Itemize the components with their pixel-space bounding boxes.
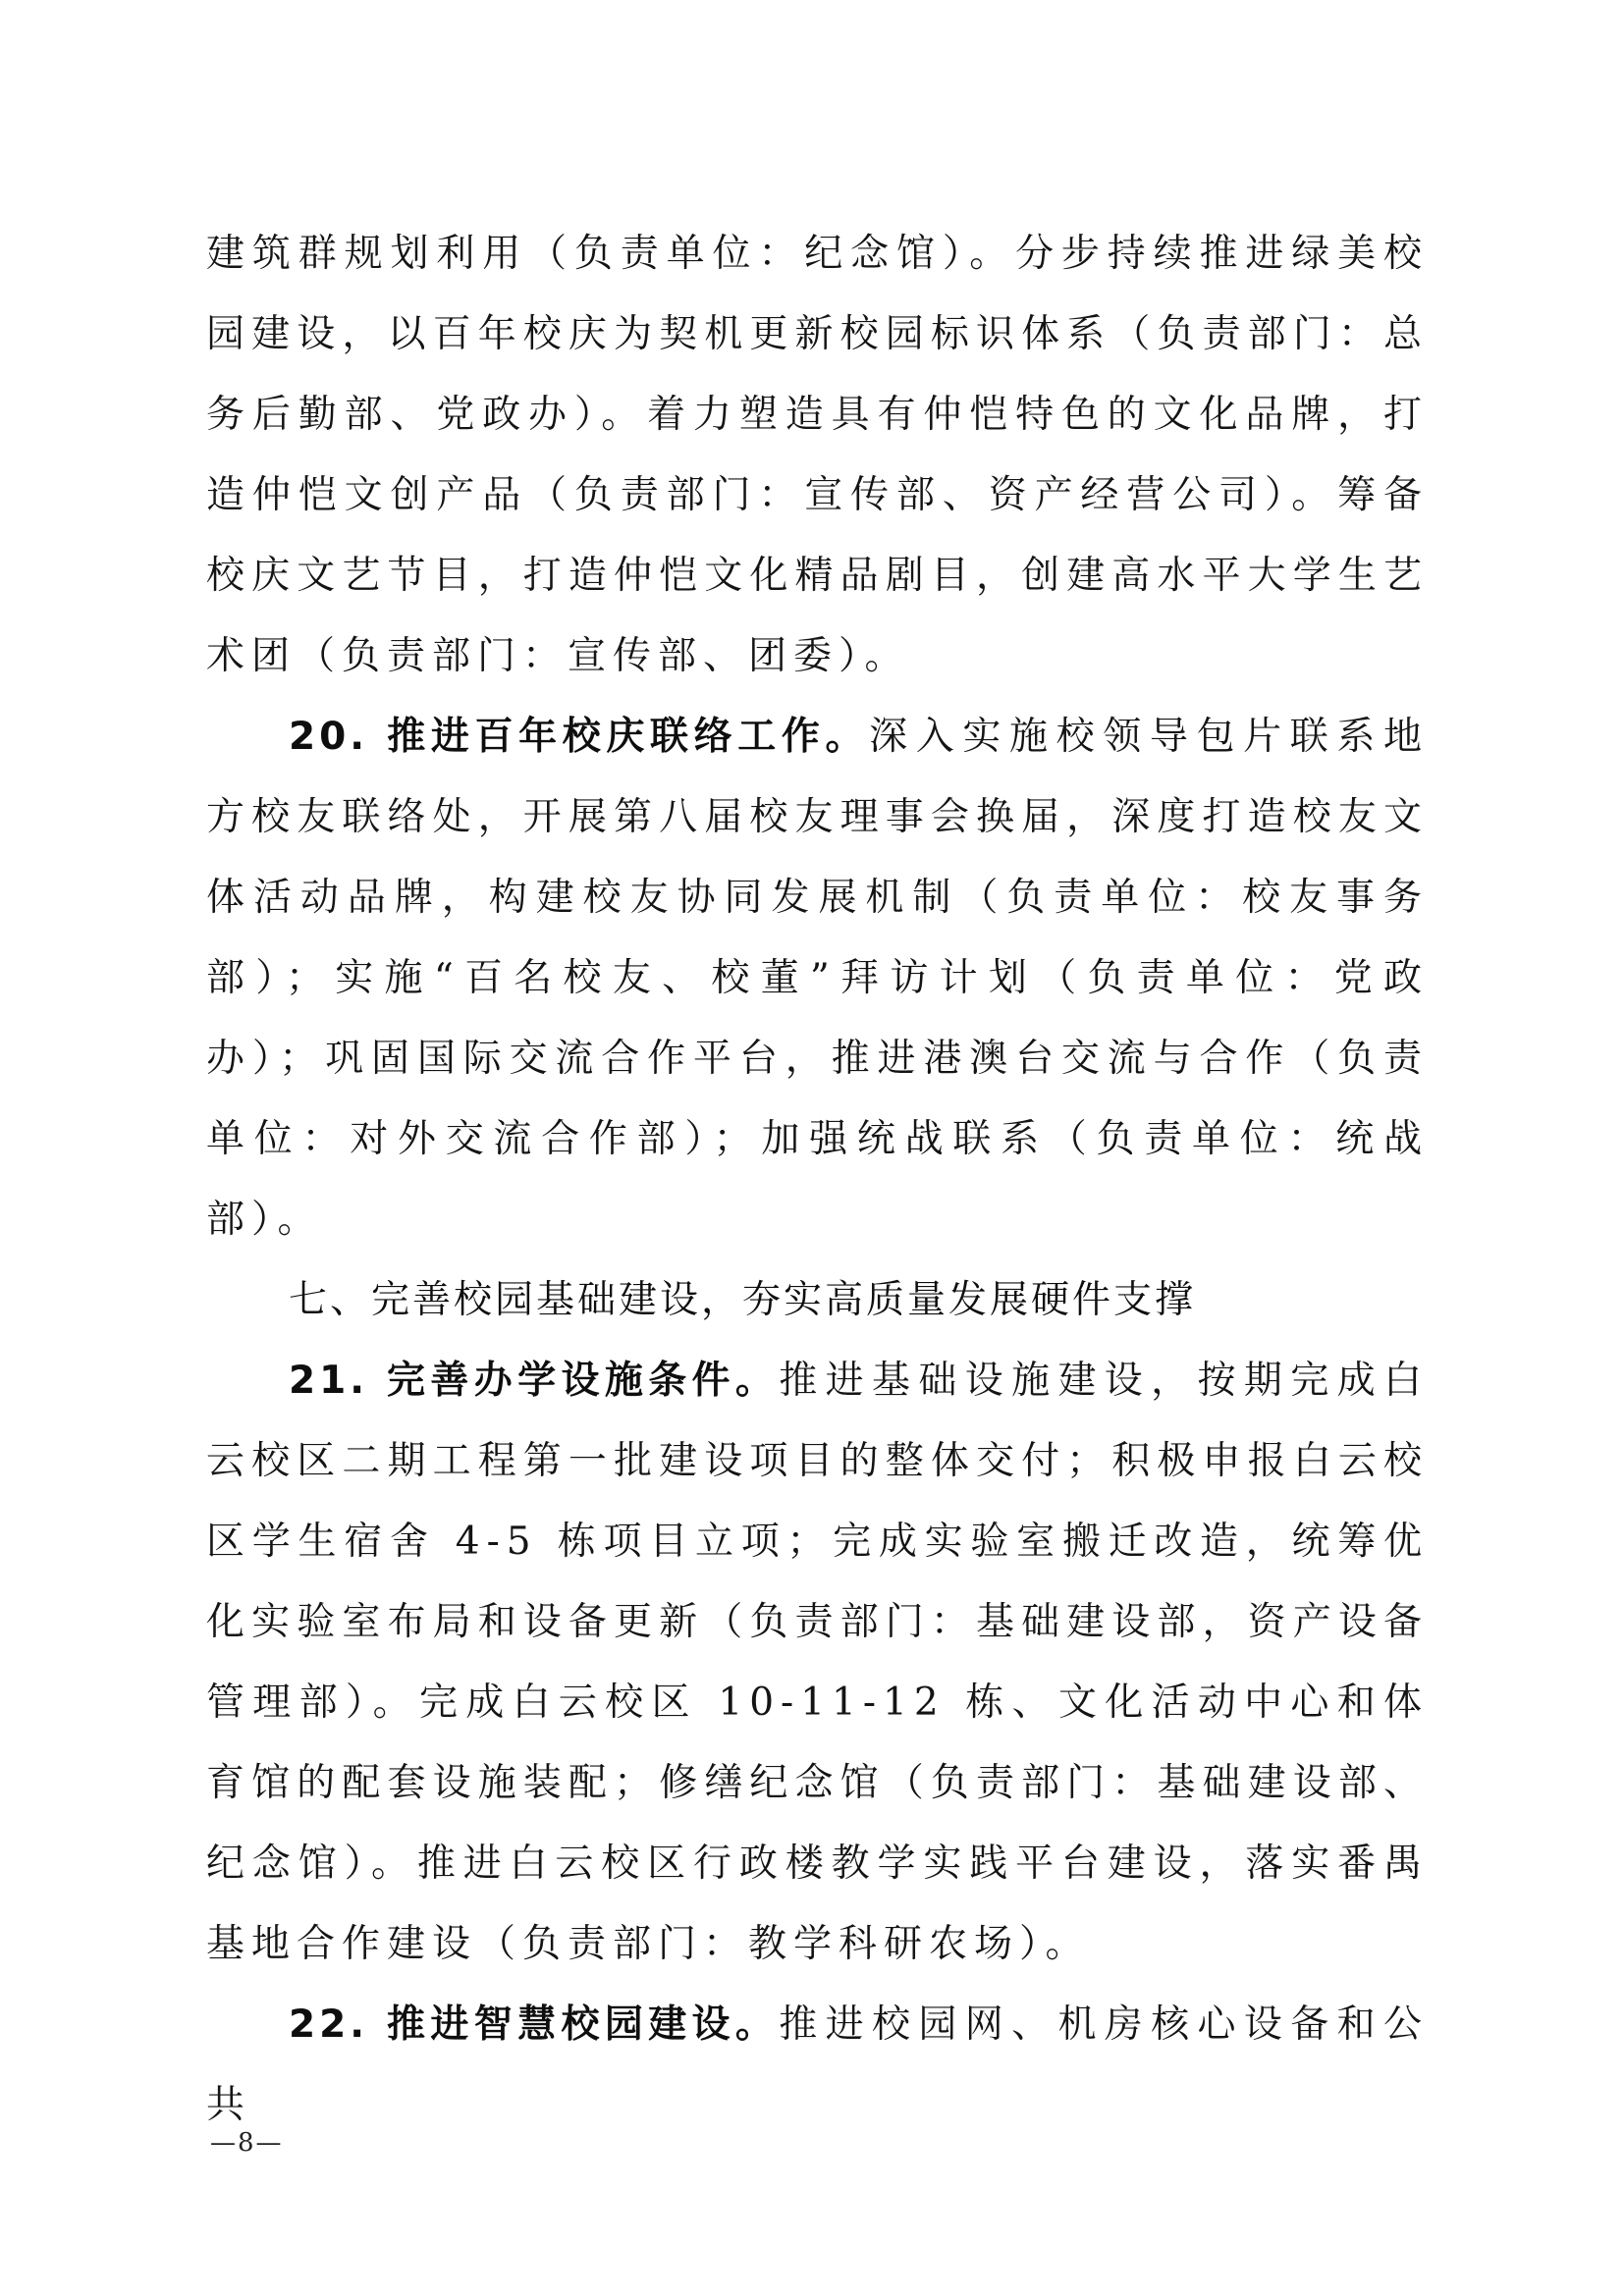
paragraph-item-20 (206, 697, 1429, 1260)
item-21-text: 推进基础设施建设，按期完成白云校区二期工程第一批建设项目的整体交付；积极申报白云校区学生宿舍 4-5 栋项目立项；完成实验室搬迁改造，统筹优化实验室布局和设备更新（负责部门：基础建设部，资产设备管理部）。完成白云校区 10-11-12 栋、文化活动中心和体育馆的配套设施装配；修缮纪念馆（负责部门：基础建设部、纪念馆）。推进白云校区行政楼教学实践平台建设，落实番禺基地合作建设（负责部门：教学科研农场）。 (206, 1359, 1429, 1966)
item-22-title: 22. 推进智慧校园建设。 (289, 2002, 780, 2047)
item-21-title: 21. 完善办学设施条件。 (289, 1359, 780, 1403)
item-20-title: 20. 推进百年校庆联络工作。 (289, 715, 870, 759)
section-heading-7: 七、完善校园基础建设，夯实高质量发展硬件支撑 (289, 1278, 1197, 1322)
paragraph-continuation (206, 214, 1429, 697)
page-number: —8— (210, 2128, 284, 2158)
paragraph-item-21 (206, 1341, 1429, 1985)
item-20-text: 深入实施校领导包片联系地方校友联络处，开展第八届校友理事会换届，深度打造校友文体活动品牌，构建校友协同发展机制（负责单位：校友事务部）；实施“百名校友、校董”拜访计划（负责单位：党政办）；巩固国际交流合作平台，推进港澳台交流与合作（负责单位：对外交流合作部）；加强统战联系（负责单位：统战部）。 (206, 715, 1429, 1242)
paragraph-text: 建筑群规划利用（负责单位：纪念馆）。分步持续推进绿美校园建设，以百年校庆为契机更新校园标识体系（负责部门：总务后勤部、党政办）。着力塑造具有仲恺特色的文化品牌，打造仲恺文创产品（负责部门：宣传部、资产经营公司）。筹备校庆文艺节目，打造仲恺文化精品剧目，创建高水平大学生艺术团（负责部门：宣传部、团委）。 (206, 232, 1429, 678)
paragraph-item-22 (206, 1985, 1429, 2146)
document-body (206, 214, 1429, 2146)
item-22-text: 推进校园网、机房核心设备和公共 (206, 2002, 1429, 2127)
